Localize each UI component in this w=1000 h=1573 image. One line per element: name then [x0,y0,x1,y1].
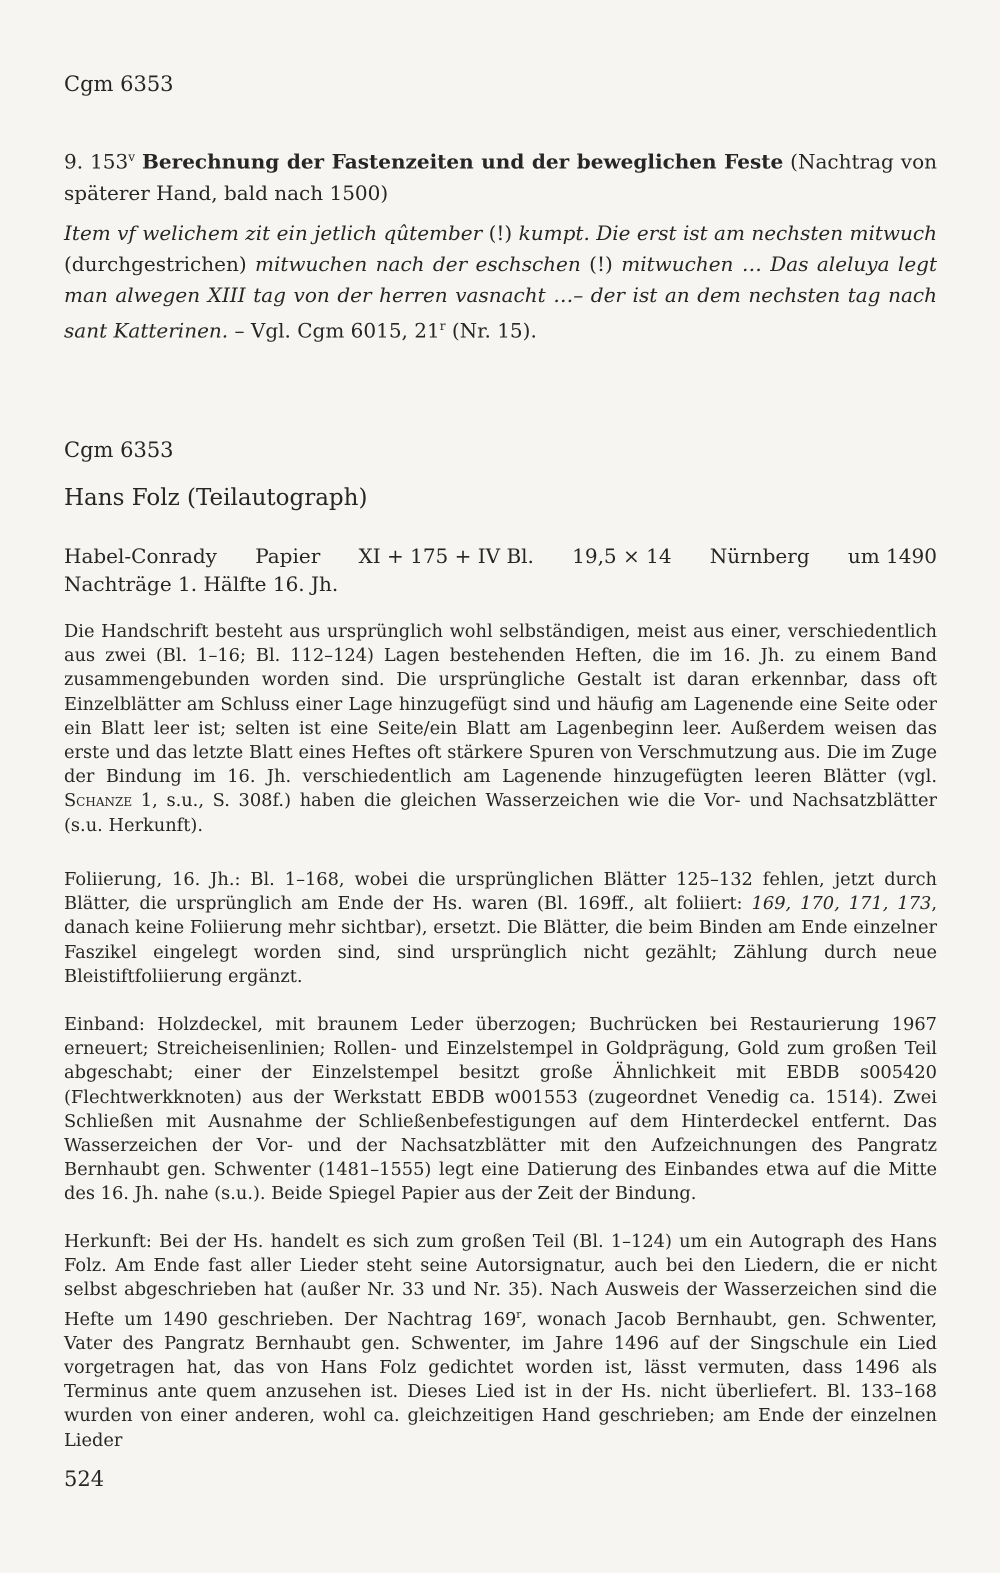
paragraph-foliation [64,868,937,989]
entry-folio-side: v [128,150,136,164]
entry-folio: 153 [90,149,129,174]
paragraph-structure-text: Die Handschrift besteht aus ursprünglich wohl selbständigen, meist aus einer, verschiedentlich aus zwei (Bl. 1–16; Bl. 112–124) Lagen bestehenden Heften, die im 16. Jh. zu einem Band zusammengebunden worden sind. Die ursprüngliche Gestalt ist daran erkennbar, dass oft Einzelblätter am Schluss einer Lage hinzugefügt sind und häufig am Lagenende eine Seite oder ein Blatt leer ist; selten ist eine Seite/ein Blatt am Lagenbeginn leer. Außerdem weisen das erste und das letzte Blatt eines Heftes oft stärkere Spuren von Verschmutzung aus. Die im Zuge der Bindung im 16. Jh. verschiedentlich am Lagenende hinzugefügten leeren Blätter (vgl. [64,621,937,788]
manuscript-title: Hans Folz (Teilautograph) [64,485,368,511]
meta-leaves: XI + 175 + IV Bl. [358,544,534,568]
incipit-text-2: kumpt. Die erst ist am nechsten mitwuch [518,221,938,245]
meta-row [64,542,937,570]
paragraph-foliation-text: Foliierung, 16. Jh.: Bl. 1–168, wobei die ursprünglichen Blätter 125–132 fehlen, jetzt durch Blätter, die ursprünglich am Ende der Hs. waren (Bl. 169ff., alt foliiert: [64,869,937,915]
entry-title: Berechnung der Fastenzeiten und der beweglichen Feste [142,149,784,174]
incipit-text-1: Item vf welichem zit ein jetlich qûtember [64,221,483,245]
incipit-note-3: (!) [580,252,622,276]
meta-additions: Nachträge 1. Hälfte 16. Jh. [64,572,339,596]
paragraph-provenance-text: Herkunft: Bei der Hs. handelt es sich zum großen Teil (Bl. 1–124) um ein Autograph des Hans Folz. Am Ende fast aller Lieder steht seine Autorsignatur, auch bei den Liedern, die er nicht selbst abgeschrieben hat (außer Nr. 33 und Nr. 35). Nach Ausweis der Wasserzeichen sind die Hefte um 1490 geschrieben. Der Nachtrag 169 [64,1231,937,1330]
entry-number: 9. [64,149,84,174]
incipit-reference-number: (Nr. 15). [445,318,537,343]
entry-note: (Nachtrag von späterer Hand, bald nach 1500) [64,149,938,205]
incipit-note-2: (durchgestrichen) [64,252,256,276]
folio-side: r [516,1307,522,1321]
paragraph-structure [64,620,937,838]
incipit-reference: – Vgl. Cgm 6015, 21 [228,318,440,343]
meta-size: 19,5 × 14 [572,544,672,568]
incipit-text-3: mitwuchen nach der eschschen [255,252,581,276]
paragraph-foliation-text-2: , danach keine Foliierung mehr sichtbar), ersetzt. Die Blätter, die beim Binden am Ende einzelner Faszikel eingelegt worden sind, sind ursprünglich nicht gezählt; Zählung durch neue Bleistiftfoliierung ergänzt. [64,893,937,987]
meta-date: um 1490 [847,544,937,568]
page-number: 524 [64,1467,105,1491]
meta-cataloguers: Habel-Conrady [64,544,217,568]
incipit-text-4: mitwuchen … Das aleluya legt man alwegen XIII tag von der herren vasnacht …– der ist an dem nechsten tag nach sant Katterinen. [64,252,937,343]
incipit-reference-side: r [439,319,446,333]
meta-material: Papier [255,544,321,568]
incipit-note-1: (!) [482,221,519,245]
author-reference: Schanze [64,790,133,812]
paragraph-binding: Einband: Holzdeckel, mit braunem Leder überzogen; Buchrücken bei Restaurierung 1967 erneuert; Streicheisenlinien; Rollen- und Einzelstempel in Goldprägung, Gold zum großen Teil abgeschabt; einer der Einzelstempel besitzt große Ähnlichkeit mit EBDB s005420 (Flechtwerkknoten) aus der Werkstatt EBDB w001553 (zugeordnet Venedig ca. 1514). Zwei Schließen mit Ausnahme der Schließenbefestigungen auf dem Hinterdeckel entfernt. Das Wasserzeichen der Vor- und der Nachsatzblätter mit den Aufzeichnungen des Pangratz Bernhaubt gen. Schwenter (1481–1555) legt eine Datierung des Einbandes etwa auf die Mitte des 16. Jh. nahe (s.u.). Beide Spiegel Papier aus der Zeit der Bindung. [64,1014,937,1205]
meta-place: Nürnberg [709,544,810,568]
old-foliation-numbers: 169, 170, 171, 173 [751,893,932,915]
entry-9-incipit [64,218,937,347]
paragraph-structure-text-2: 1, s.u., S. 308f.) haben die gleichen Wasserzeichen wie die Vor- und Nachsatzblätter (s.u. Herkunft). [64,790,937,836]
manuscript-meta [64,542,937,598]
paragraph-provenance-text-2: , wonach Jacob Bernhaubt, gen. Schwenter, Vater des Pangratz Bernhaubt gen. Schwenter, im Jahre 1496 auf der Singschule ein Lied vorgetragen hat, das von Hans Folz gedichtet worden ist, lässt vermuten, dass 1496 als Terminus ante quem anzusehen ist. Dieses Lied ist in der Hs. nicht überliefert. Bl. 133–168 wurden von einer anderen, wohl ca. gleichzeitigen Hand geschrieben; am Ende der einzelnen Lieder [64,1308,937,1451]
running-head: Cgm 6353 [64,72,174,96]
entry-9-heading [64,142,937,209]
paragraph-provenance [64,1230,937,1453]
manuscript-signature: Cgm 6353 [64,438,174,462]
